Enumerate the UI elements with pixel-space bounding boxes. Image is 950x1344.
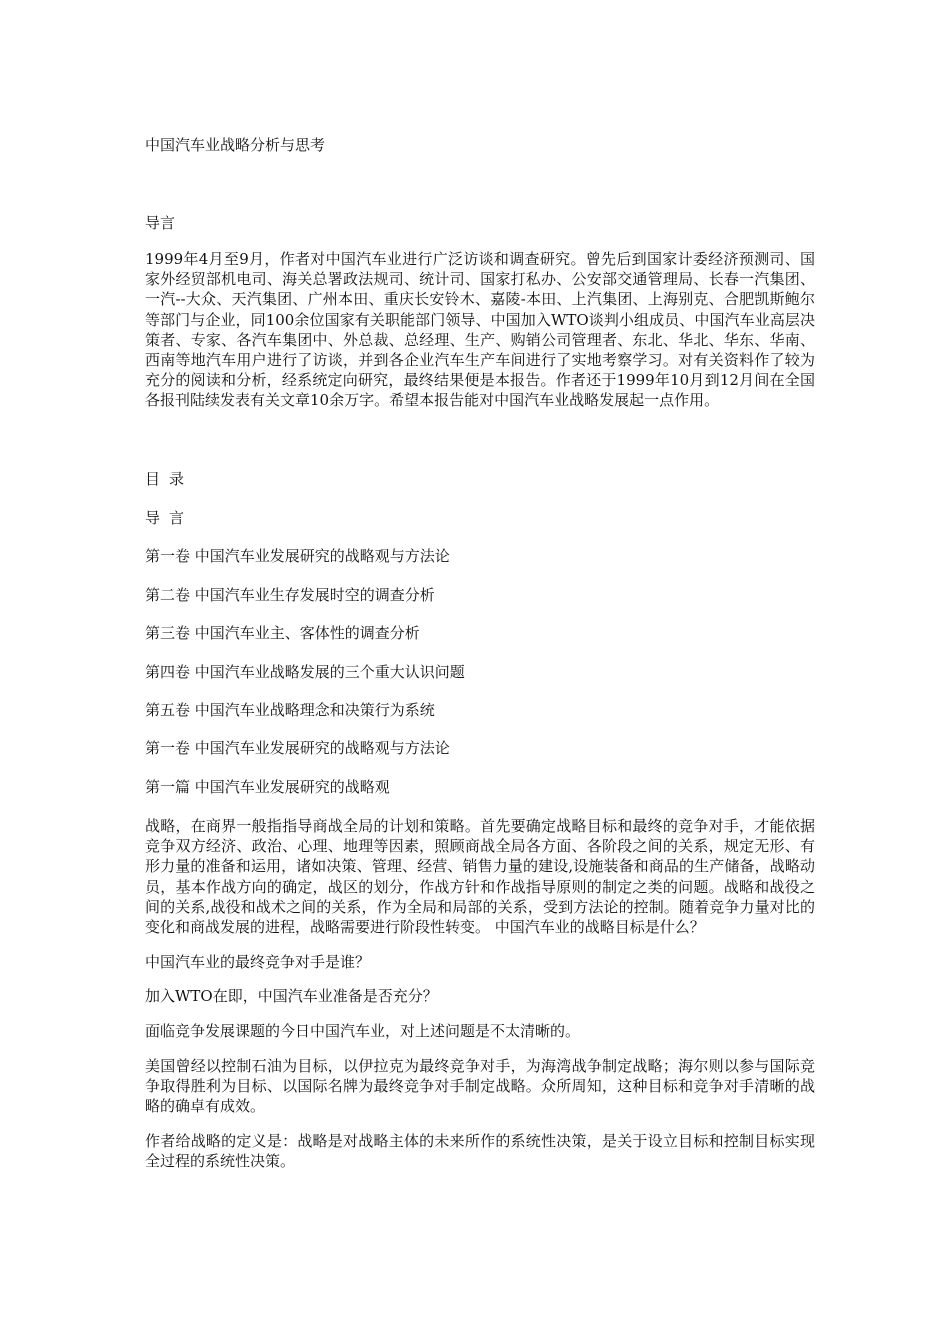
chapter-body <box>145 816 815 1186</box>
toc-item-intro: 导言 <box>145 509 194 527</box>
toc-heading: 目录 <box>145 470 194 488</box>
body-paragraph: 中国汽车业的最终竞争对手是谁？ <box>145 952 371 971</box>
body-paragraph: 作者给战略的定义是：战略是对战略主体的未来所作的系统性决策，是关于设立目标和控制目标实现全过程的系统性决策。 <box>145 1131 815 1171</box>
toc-item-volume-3: 第三卷 中国汽车业主、客体性的调查分析 <box>145 624 420 643</box>
body-paragraph: 美国曾经以控制石油为目标，以伊拉克为最终竞争对手，为海湾战争制定战略；海尔则以参与国际竞争取得胜利为目标、以国际名牌为最终竞争对手制定战略。众所周知，这种目标和竞争对手清晰的战略的确卓有成效。 <box>145 1056 815 1116</box>
toc-item-volume-1: 第一卷 中国汽车业发展研究的战略观与方法论 <box>145 547 450 566</box>
toc-item-volume-2: 第二卷 中国汽车业生存发展时空的调查分析 <box>145 585 435 604</box>
section-heading-volume-1: 第一卷 中国汽车业发展研究的战略观与方法论 <box>145 739 450 758</box>
document-title: 中国汽车业战略分析与思考 <box>145 136 326 154</box>
intro-paragraph: 1999年4月至9月，作者对中国汽车业进行广泛访谈和调查研究。曾先后到国家计委经济预测司、国家外经贸部机电司、海关总署政法规司、统计司、国家打私办、公安部交通管理局、长春一汽集团、一汽--大众、天汽集团、广州本田、重庆长安铃木、嘉陵-本田、上汽集团、上海别克、合肥凯斯鲍尔等部门与企业，同100余位国家有关职能部门领导、中国加入WTO谈判小组成员、中国汽车业高层决策者、专家、各汽车集团中、外总裁、总经理、生产、购销公司管理者、东北、华北、华东、华南、西南等地汽车用户进行了访谈，并到各企业汽车生产车间进行了实地考察学习。对有关资料作了较为充分的阅读和分析，经系统定向研究，最终结果便是本报告。作者还于1999年10月到12月间在全国各报刊陆续发表有关文章10余万字。希望本报告能对中国汽车业战略发展起一点作用。 <box>145 250 815 410</box>
section-heading-part-1: 第一篇 中国汽车业发展研究的战略观 <box>145 777 390 796</box>
table-of-contents <box>145 508 815 815</box>
toc-item-volume-4: 第四卷 中国汽车业战略发展的三个重大认识问题 <box>145 662 465 681</box>
intro-heading: 导言 <box>145 214 176 232</box>
toc-item-volume-5: 第五卷 中国汽车业战略理念和决策行为系统 <box>145 700 435 719</box>
body-paragraph: 面临竞争发展课题的今日中国汽车业，对上述问题是不太清晰的。 <box>145 1022 581 1041</box>
body-paragraph: 战略，在商界一般指指导商战全局的计划和策略。首先要确定战略目标和最终的竞争对手，才能依据竞争双方经济、政治、心理、地理等因素，照顾商战全局各方面、各阶段之间的关系，规定无形、有形力量的准备和运用，诸如决策、管理、经营、销售力量的建设,设施装备和商品的生产储备，战略动员，基本作战方向的确定，战区的划分，作战方针和作战指导原则的制定之类的问题。战略和战役之间的关系,战役和战术之间的关系，作为全局和局部的关系，受到方法论的控制。随着竞争力量对比的变化和商战发展的进程，战略需要进行阶段性转变。 中国汽车业的战略目标是什么？ <box>145 817 815 937</box>
body-paragraph: 加入WTO在即，中国汽车业准备是否充分？ <box>145 987 438 1006</box>
